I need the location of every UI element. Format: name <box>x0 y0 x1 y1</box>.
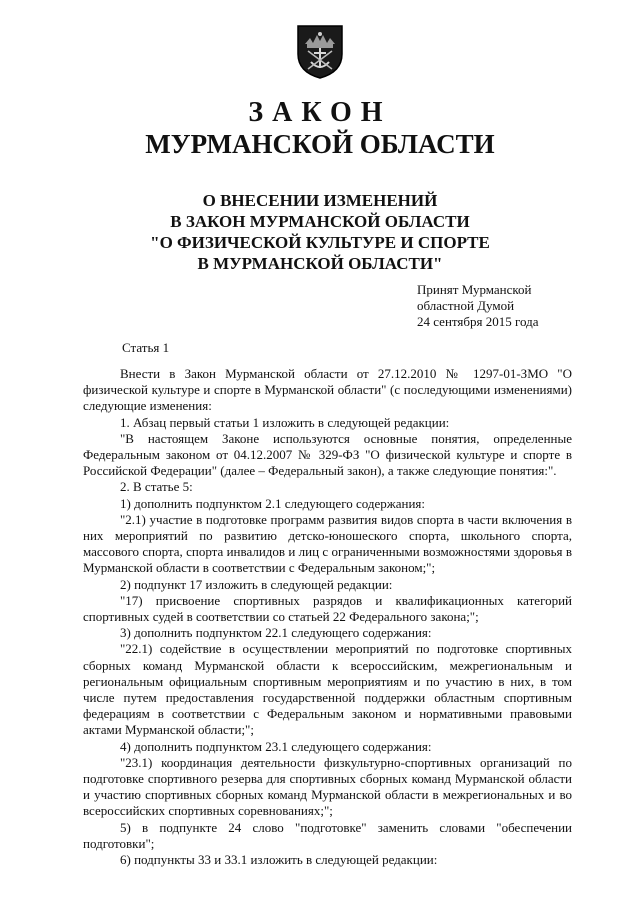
law-heading: ЗАКОН <box>248 97 392 128</box>
adoption-line: областной Думой <box>417 298 515 313</box>
article-body <box>83 366 572 868</box>
coat-of-arms-icon <box>296 24 344 80</box>
body-paragraph: "В настоящем Законе используются основные понятия, определенные Федеральным законом от 04.12.2007 № 329-ФЗ "О физической культуре и спорте в Российской Федерации" (далее – Федеральный закон), а также следующие понятия:". <box>83 430 572 479</box>
body-paragraph: 3) дополнить подпунктом 22.1 следующего содержания: <box>120 625 432 641</box>
body-paragraph: 4) дополнить подпунктом 23.1 следующего содержания: <box>120 738 432 754</box>
adoption-note <box>417 282 539 330</box>
law-title-line: "О ФИЗИЧЕСКОЙ КУЛЬТУРЕ И СПОРТЕ <box>150 233 490 252</box>
adoption-line: Принят Мурманской <box>417 282 532 297</box>
body-paragraph: 5) в подпункте 24 слово "подготовке" заменить словами "обеспечении подготовки"; <box>83 819 572 851</box>
law-title-line: В МУРМАНСКОЙ ОБЛАСТИ" <box>197 254 443 273</box>
article-heading: Статья 1 <box>122 340 170 355</box>
law-title <box>0 190 640 274</box>
body-paragraph: 1. Абзац первый статьи 1 изложить в следующей редакции: <box>120 414 450 430</box>
body-paragraph: 2) подпункт 17 изложить в следующей редакции: <box>120 576 393 592</box>
body-paragraph: 2. В статье 5: <box>120 479 193 495</box>
body-paragraph: "22.1) содействие в осуществлении мероприятий по подготовке спортивных сборных команд Мурманской области к всероссийским, межрегиональным и региональным официальным спортивным мероприятиям и по участию в них, в том числе путем предоставления государственной поддержки областным спортивным федерациям в соответствии с Федеральным законом и нормативными правовыми актами Мурманской области;"; <box>83 641 572 738</box>
adoption-date: 24 сентября 2015 года <box>417 314 539 329</box>
body-paragraph: "23.1) координация деятельности физкультурно-спортивных организаций по подготовке спортивного резерва для спортивных сборных команд Мурманской области и участию спортивных сборных команд Мурманской области в межрегиональных и во всероссийских спортивных соревнованиях;"; <box>83 754 572 819</box>
law-title-line: О ВНЕСЕНИИ ИЗМЕНЕНИЙ <box>202 191 438 210</box>
region-heading: МУРМАНСКОЙ ОБЛАСТИ <box>145 129 495 159</box>
body-paragraph: 6) подпункты 33 и 33.1 изложить в следующей редакции: <box>120 852 438 868</box>
body-paragraph: "2.1) участие в подготовке программ развития видов спорта в части включения в них мероприятий по развитию детско-юношеского спорта, школьного спорта, массового спорта, спорта инвалидов и лиц с ограниченными возможностями здоровья в Мурманской области в соответствии с Федеральным законом;"; <box>83 511 572 576</box>
body-paragraph: "17) присвоение спортивных разрядов и квалификационных категорий спортивных судей в соответствии со статьей 22 Федерального закона;"; <box>83 592 572 625</box>
law-title-line: В ЗАКОН МУРМАНСКОЙ ОБЛАСТИ <box>170 212 470 231</box>
body-paragraph: 1) дополнить подпунктом 2.1 следующего содержания: <box>120 495 425 511</box>
body-paragraph: Внести в Закон Мурманской области от 27.12.2010 № 1297-01-ЗМО "О физической культуре и спорте в Мурманской области" (с последующими изменениями) следующие изменения: <box>83 366 572 414</box>
